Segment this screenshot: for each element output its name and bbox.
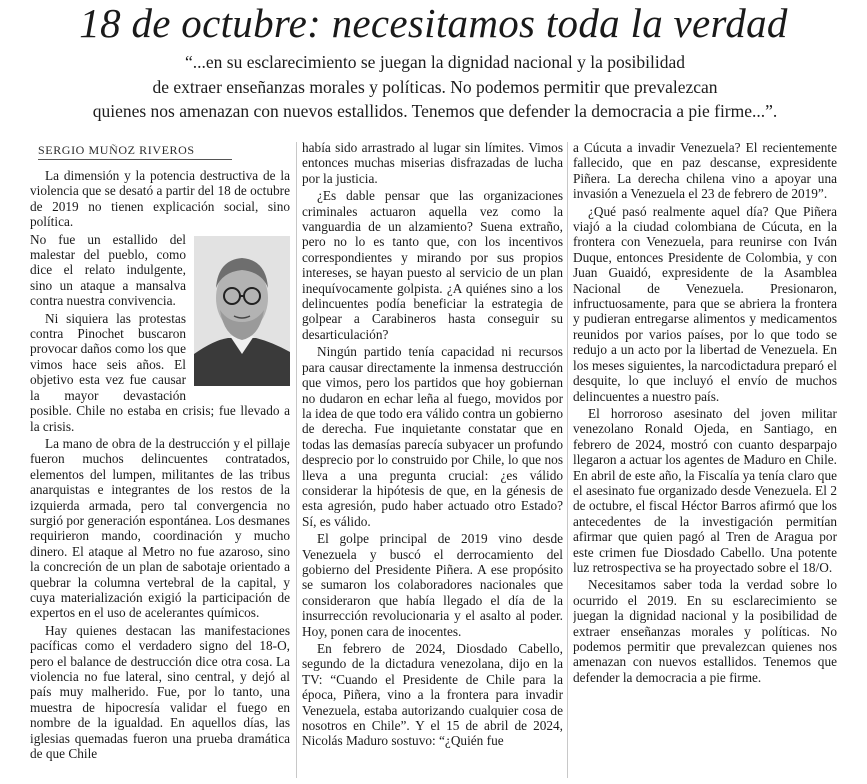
column-1	[30, 168, 290, 778]
paragraph: La mano de obra de la destrucción y el pillaje fueron muchos delincuentes contratados, elementos del lumpen, militantes de las tribus anarquistas e integrantes de los restos de la izquierda armada, pero tal convergencia no surgió por generación espontánea. Los desmanes requirieron mando, coordinación y mucho dinero. El ataque al Metro no fue azaroso, sino la concreción de un plan de sabotaje orientado a quebrar la columna vertebral de la capital, y cuya materialización exigió la participación de expertos en el uso de acelerantes químicos.	[30, 435, 290, 621]
headline: 18 de octubre: necesitamos toda la verdad	[79, 0, 788, 46]
column-2	[302, 140, 563, 780]
byline: SERGIO MUÑOZ RIVEROS	[38, 141, 232, 160]
column-divider	[296, 142, 297, 778]
paragraph: Ni siquiera las protestas contra Pinochet buscaron provocar daños como los que vimos hace seis años. El objetivo esta vez fue causar la mayor devastación posible. Chile no estaba en crisis; fue llevado a la crisis.	[30, 310, 290, 434]
paragraph: El golpe principal de 2019 vino desde Venezuela y buscó el derrocamiento del gobierno del Presidente Piñera. A ese propósito se sumaron los colaboradores nacionales que consideraron que había llegado el día de la insurrección revolucionaria y el asalto al poder. Hoy, ponen cara de inocentes.	[302, 531, 563, 639]
author-photo	[194, 236, 290, 386]
paragraph: ¿Es dable pensar que las organizaciones criminales actuaron aquella vez como la vanguardia de un alzamiento? Suena extraño, pero no lo es tanto que, con los incentivos correspondientes y mirando por sus propios intereses, se hayan puesto al servicio de un plan inequívocamente golpista. ¿A quiénes sino a los delincuentes podía beneficiar la estrategia de golpear a Carabineros hasta conseguir su desarticulación?	[302, 188, 563, 342]
column-divider	[567, 142, 568, 778]
paragraph: No fue un estallido del malestar del pueblo, como dice el relato indulgente, sino un ataque a mansalva contra nuestra convivencia.	[30, 231, 186, 309]
paragraph: ¿Qué pasó realmente aquel día? Que Piñera viajó a la ciudad colombiana de Cúcuta, en la frontera con Venezuela, para reunirse con Iván Duque, entonces Presidente de Colombia, y con Juan Guaidó, expresidente de la Asamblea Nacional de Venezuela. Presionaron, infructuosamente, para que se abriera la frontera y pudieran entregarse alimentos y medicamentos reunidos por varios países, por lo que todo se redujo a un acto por la libertad de Venezuela. En los meses siguientes, la narcodictadura preparó el desquite, lo que incluyó el envío de muchos delincuentes a nuestro país.	[573, 203, 837, 404]
paragraph: En febrero de 2024, Diosdado Cabello, segundo de la dictadura venezolana, dijo en la TV: “Cuando el Presidente de Chile para la época, Piñera, vino a la frontera para invadir Venezuela, estaba autorizando cualquier cosa de nosotros en Chile”. Y el 15 de abril de 2024, Nicolás Maduro sostuvo: “¿Quién fue	[302, 641, 563, 749]
paragraph: La dimensión y la potencia destructiva de la violencia que se desató a partir del 18 de octubre de 2019 no tienen explicación social, sino política.	[30, 168, 290, 230]
paragraph: había sido arrastrado al lugar sin límites. Vimos entonces muchas miserias disfrazadas de lucha por la justicia.	[302, 140, 563, 186]
deck-line: “...en su esclarecimiento se juegan la dignidad nacional y la posibilidad	[184, 52, 686, 72]
paragraph: Ningún partido tenía capacidad ni recursos para causar directamente la inmensa destrucción que vimos, pero los partidos que hoy gobiernan no dudaron en echar leña al fuego, movidos por la idea de que todo era válido contra un gobierno de derecha. Fue inquietante constatar que en todas las demasías parecía subyacer un profundo desprecio por lo construido por Chile, lo que nos lleva a una pregunta crucial: ¿es válido considerar la hipótesis de que, en la génesis de esta agresión, pudo haber actuado otro Estado? Sí, es válido.	[302, 344, 563, 529]
deck-line: quienes nos amenazan con nuevos estallidos. Tenemos que defender la democracia a pie firme...”.	[92, 101, 778, 121]
deck-quote	[40, 50, 830, 124]
paragraph: El horroroso asesinato del joven militar venezolano Ronald Ojeda, en Santiago, en febrero de 2024, mostró con cuanto desparpajo llegaron a actuar los agentes de Maduro en Chile. En abril de este año, la Fiscalía ya tenía claro que el asesinato fue organizado desde Venezuela. El 2 de octubre, el fiscal Héctor Barros afirmó que los antecedentes de la investigación permitían afirmar que quien pagó al Tren de Aragua por este crimen fue Diosdado Cabello. Una potente luz retrospectiva se ha proyectado sobre el 18/O.	[573, 405, 837, 575]
column-3	[573, 140, 837, 780]
deck-line: de extraer enseñanzas morales y políticas. No podemos permitir que prevalezcan	[152, 76, 718, 97]
paragraph: Necesitamos saber toda la verdad sobre lo ocurrido el 2019. En su esclarecimiento se juegan la dignidad nacional y la posibilidad de extraer enseñanzas morales y políticas. No podemos permitir que prevalezcan quienes nos amenazan con nuevos estallidos. Tenemos que defender la democracia a pie firme.	[573, 577, 837, 685]
paragraph: Hay quienes destacan las manifestaciones pacíficas como el verdadero signo del 18-O, pero el balance de destrucción dice otra cosa. La violencia no fue lateral, sino central, y dejó al país muy malherido. Fue, por lo tanto, una muestra de hipocresía validar el fuego en nombre de la igualdad. En aquellos días, las iglesias quemadas fueron una prueba dramática de que Chile	[30, 622, 290, 762]
paragraph: a Cúcuta a invadir Venezuela? El recientemente fallecido, que en paz descanse, expresidente Piñera. La derecha chilena vino a apoyar una invasión a Venezuela el 23 de febrero de 2019”.	[573, 140, 837, 202]
